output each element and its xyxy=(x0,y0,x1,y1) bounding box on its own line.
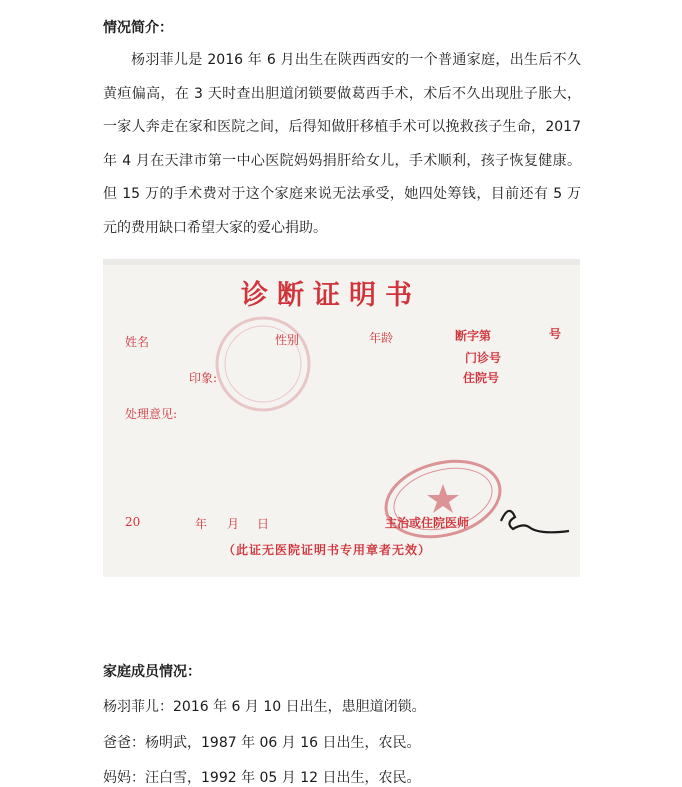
family-member-mother: 妈妈：汪白雪，1992 年 05 月 12 日出生，农民。 xyxy=(103,770,421,786)
label-year: 年 xyxy=(195,517,208,531)
intro-heading: 情况简介： xyxy=(103,20,173,36)
label-age: 年龄 xyxy=(369,331,394,345)
label-day: 日 xyxy=(257,517,270,531)
label-impression: 印象: xyxy=(189,371,218,385)
date-prefix: 20 xyxy=(125,515,141,529)
label-doctor: 主治或住院医师 xyxy=(385,516,470,530)
family-heading: 家庭成员情况： xyxy=(103,664,201,680)
certificate-footer-note: （此证无医院证明书专用章者无效） xyxy=(223,543,432,557)
label-outpatient-no: 门诊号 xyxy=(465,351,502,365)
family-member-child: 杨羽菲儿：2016 年 6 月 10 日出生，患胆道闭锁。 xyxy=(103,699,426,715)
label-diag-no: 断字第 xyxy=(455,329,492,343)
label-hao: 号 xyxy=(549,327,562,341)
diagnosis-certificate-image xyxy=(103,259,580,577)
family-member-father: 爸爸：杨明武，1987 年 06 月 16 日出生，农民。 xyxy=(103,735,421,751)
intro-paragraph: 杨羽菲儿是 2016 年 6 月出生在陕西西安的一个普通家庭，出生后不久黄疸偏高，在 3 天时查出胆道闭锁要做葛西手术，术后不久出现肚子胀大，一家人奔走在家和医院之间，后得知做肝移植手术可以挽救孩子生命，2017 年 4 月在天津市第一中心医院妈妈捐肝给女儿，手术顺利，孩子恢复健康。但 15 万的手术费对于这个家庭来说无法承受，她四处筹钱，目前还有 5 万元的费用缺口希望大家的爱心捐助。 xyxy=(103,52,581,236)
label-inpatient-no: 住院号 xyxy=(463,371,500,385)
label-gender: 性别 xyxy=(275,333,300,347)
label-month: 月 xyxy=(227,517,240,531)
label-name: 姓名 xyxy=(125,335,150,349)
certificate-title: 诊断证明书 xyxy=(241,280,421,311)
label-opinion: 处理意见: xyxy=(125,407,178,421)
